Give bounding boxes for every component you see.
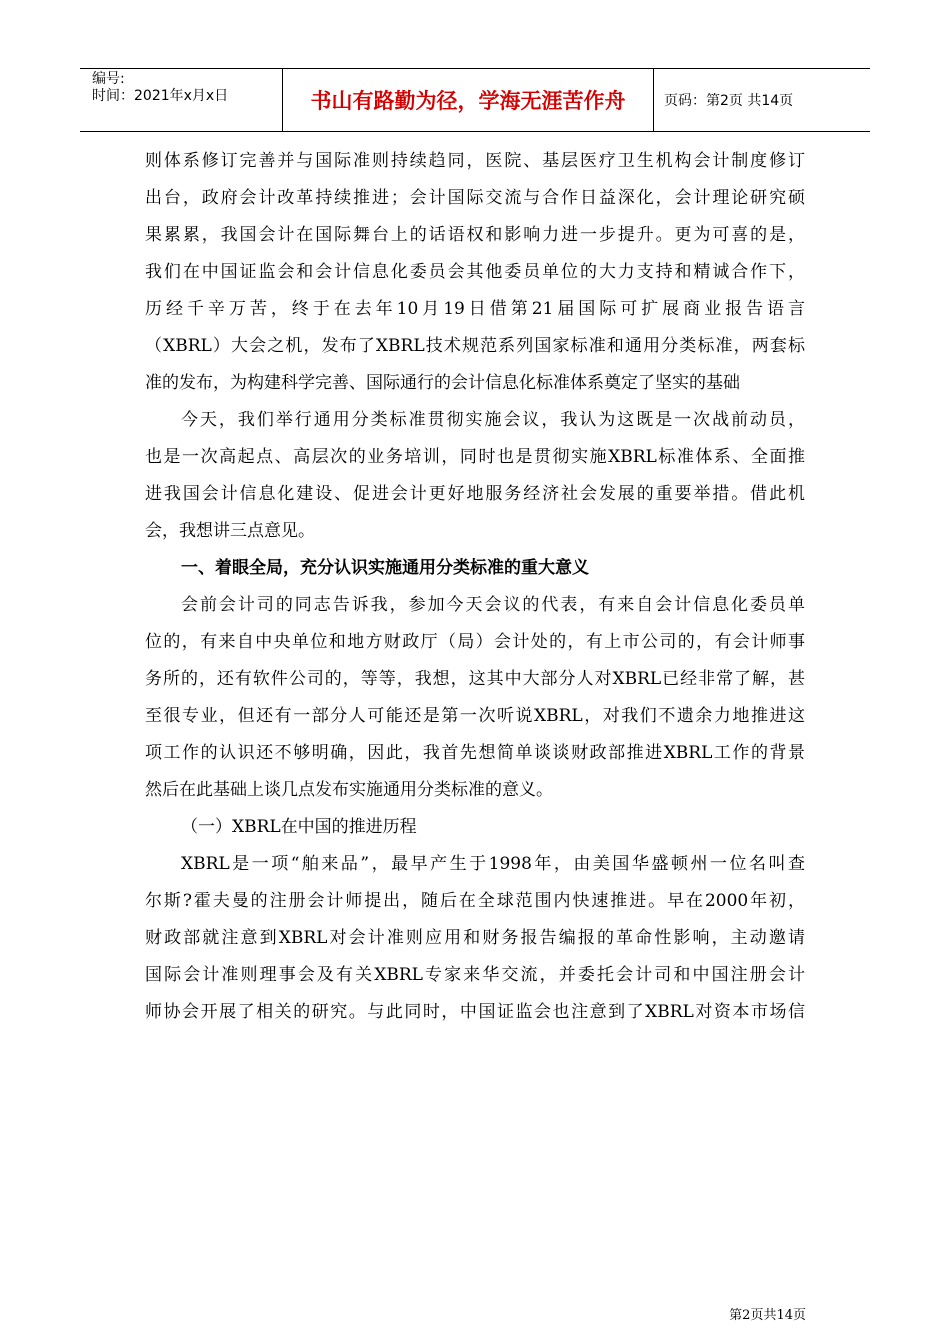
document-date-label: 时间：2021年x月x日 <box>92 88 229 104</box>
page-header <box>80 68 870 132</box>
document-number-label: 编号: <box>92 71 125 87</box>
header-page-number: 页码：第2页 共14页 <box>664 93 794 109</box>
page-footer: 第2页共14页 <box>729 1308 806 1323</box>
body-line: 位的，有来自中央单位和地方财政厅（局）会计处的，有上市公司的，有会计师事 <box>145 632 805 652</box>
body-line: 国际会计准则理事会及有关XBRL专家来华交流，并委托会计司和中国注册会计 <box>145 965 805 985</box>
body-line: 也是一次高起点、高层次的业务培训，同时也是贯彻实施XBRL标准体系、全面推 <box>145 447 805 467</box>
body-line: 师协会开展了相关的研究。与此同时，中国证监会也注意到了XBRL对资本市场信 <box>145 1002 805 1022</box>
body-line: 然后在此基础上谈几点发布实施通用分类标准的意义。 <box>145 780 553 800</box>
body-line: 今天，我们举行通用分类标准贯彻实施会议，我认为这既是一次战前动员， <box>181 410 805 430</box>
body-line: （XBRL）大会之机，发布了XBRL技术规范系列国家标准和通用分类标准，两套标 <box>145 336 805 356</box>
header-motto: 书山有路勤为径，学海无涯苦作舟 <box>282 69 654 131</box>
body-line: 则体系修订完善并与国际准则持续趋同，医院、基层医疗卫生机构会计制度修订 <box>145 151 805 171</box>
body-line: 会前会计司的同志告诉我，参加今天会议的代表，有来自会计信息化委员单 <box>181 595 805 615</box>
body-line: 项工作的认识还不够明确，因此，我首先想简单谈谈财政部推进XBRL工作的背景 <box>145 743 805 763</box>
body-line: 准的发布，为构建科学完善、国际通行的会计信息化标准体系奠定了坚实的基础 <box>145 373 740 393</box>
body-line: 财政部就注意到XBRL对会计准则应用和财务报告编报的革命性影响，主动邀请 <box>145 928 805 948</box>
body-line: 果累累，我国会计在国际舞台上的话语权和影响力进一步提升。更为可喜的是， <box>145 225 805 245</box>
body-line: XBRL是一项“舶来品”，最早产生于1998年，由美国华盛顿州一位名叫查 <box>181 854 805 874</box>
body-line: 我们在中国证监会和会计信息化委员会其他委员单位的大力支持和精诚合作下， <box>145 262 805 282</box>
body-line: 至很专业，但还有一部分人可能还是第一次听说XBRL，对我们不遗余力地推进这 <box>145 706 805 726</box>
body-line: 务所的，还有软件公司的，等等，我想，这其中大部分人对XBRL已经非常了解，甚 <box>145 669 805 689</box>
body-line: 历经千辛万苦，终于在去年10月19日借第21届国际可扩展商业报告语言 <box>145 299 805 319</box>
section-heading: 一、着眼全局，充分认识实施通用分类标准的重大意义 <box>181 558 589 578</box>
body-line: 进我国会计信息化建设、促进会计更好地服务经济社会发展的重要举措。借此机 <box>145 484 805 504</box>
body-line: 会，我想讲三点意见。 <box>145 521 315 541</box>
body-line: 尔斯?霍夫曼的注册会计师提出，随后在全球范围内快速推进。早在2000年初， <box>145 891 805 911</box>
body-line: 出台，政府会计改革持续推进；会计国际交流与合作日益深化，会计理论研究硕 <box>145 188 805 208</box>
header-meta <box>80 69 282 131</box>
subsection-heading: （一）XBRL在中国的推进历程 <box>181 817 417 837</box>
